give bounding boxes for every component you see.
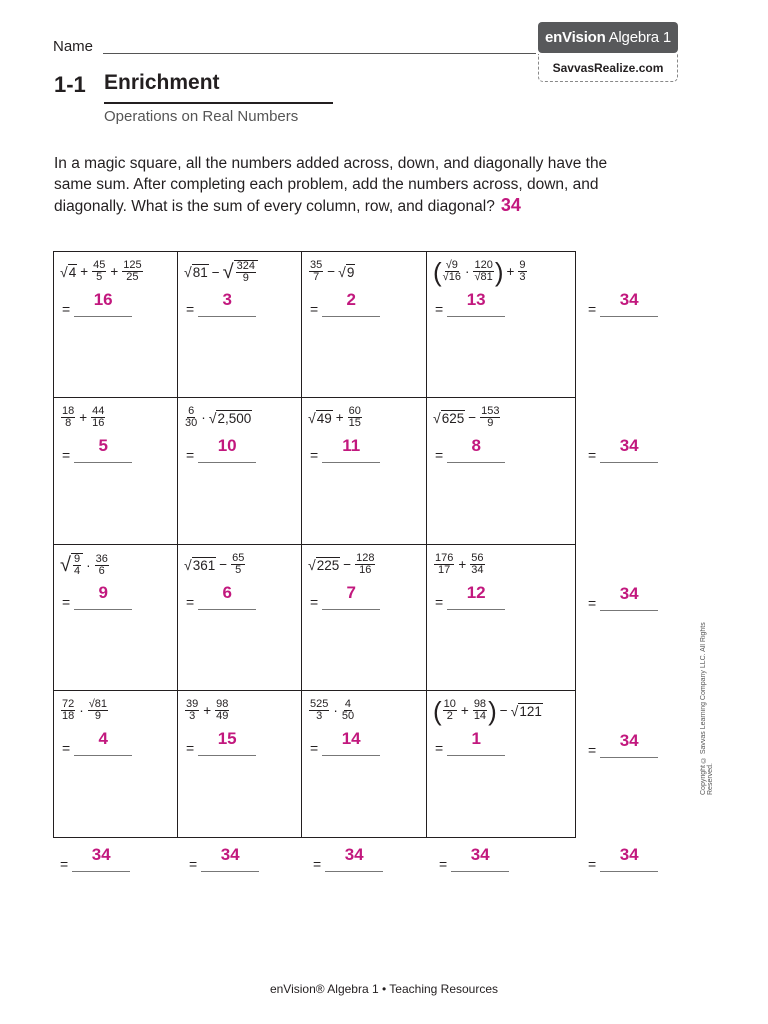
cell: ( $\frac{√9}{√16}$ · $\frac{120}{√81}$ ) + $\frac{9}{3}$ = 13 xyxy=(427,252,576,398)
cell: √ 4 + $\frac{45}{5}$ + $\frac{125}{25}$ = 16 xyxy=(54,252,178,398)
answer-blank[interactable] xyxy=(600,290,658,317)
instructions-text: In a magic square, all the numbers added across, down, and diagonally have the same sum. After completing each problem, add the numbers across, down, and diagonally. What is the sum of every column, row, and diagonal? xyxy=(54,155,608,215)
cell: √ 49 + $\frac{60}{15}$ = 11 xyxy=(302,398,427,545)
cell: ( $\frac{10}{2}$ + $\frac{98}{14}$ ) − √ 121 = 1 xyxy=(427,691,576,838)
cell: √ 361 − $\frac{65}{5}$ = 6 xyxy=(178,545,302,691)
column-sum: = 34 xyxy=(189,851,259,872)
magic-square xyxy=(53,251,576,838)
expression: $\frac{35}{7}$ − √ 9 xyxy=(310,259,355,283)
answer-blank[interactable] xyxy=(72,845,130,872)
answer: 7 xyxy=(346,583,356,602)
row-sum: = 34 xyxy=(588,737,658,758)
answer-blank[interactable] xyxy=(198,436,256,463)
expression: ( $\frac{√9}{√16}$ · $\frac{120}{√81}$ ) + $\frac{9}{3}$ xyxy=(433,256,526,287)
answer: 3 xyxy=(222,290,232,309)
answer-blank[interactable] xyxy=(322,729,380,756)
answer: 34 xyxy=(619,290,639,309)
cell: $\frac{18}{8}$ + $\frac{44}{16}$ = 5 xyxy=(54,398,178,545)
brand-badge xyxy=(538,22,678,53)
answer-blank[interactable] xyxy=(198,729,256,756)
title-divider xyxy=(104,102,333,104)
brand-suffix: Algebra 1 xyxy=(608,29,672,46)
cell: $\frac{35}{7}$ − √ 9 = 2 xyxy=(302,252,427,398)
row-sum: = 34 xyxy=(588,590,658,611)
answer: 6 xyxy=(222,583,232,602)
answer-blank[interactable] xyxy=(74,729,132,756)
expression: √ 361 − $\frac{65}{5}$ xyxy=(184,552,245,576)
answer-blank[interactable] xyxy=(600,845,658,872)
answer: 10 xyxy=(217,436,237,455)
answer-blank[interactable] xyxy=(447,583,505,610)
row-sum: = 34 xyxy=(588,296,658,317)
name-field[interactable] xyxy=(103,53,536,54)
answer: 34 xyxy=(619,845,639,864)
answer: 34 xyxy=(470,845,490,864)
answer-blank[interactable] xyxy=(322,436,380,463)
expression: $\frac{72}{18}$ · $\frac{√81}{9}$ xyxy=(62,698,108,722)
answer: 5 xyxy=(98,436,108,455)
row-sum: = 34 xyxy=(588,442,658,463)
answer: 34 xyxy=(619,436,639,455)
expression: √ 49 + $\frac{60}{15}$ xyxy=(308,405,361,429)
cell: √ 81 − √ $\frac{324}{9}$ = 3 xyxy=(178,252,302,398)
brand-name: enVision xyxy=(544,29,606,46)
answer: 4 xyxy=(98,729,108,748)
expression: $\frac{39}{3}$ + $\frac{98}{49}$ xyxy=(186,698,229,722)
expression: ( $\frac{10}{2}$ + $\frac{98}{14}$ ) − √ 121 xyxy=(433,695,542,726)
expression: $\frac{6}{30}$ · √ 2,500 xyxy=(185,405,252,429)
cell: √ 625 − $\frac{153}{9}$ = 8 xyxy=(427,398,576,545)
answer: 16 xyxy=(93,290,113,309)
answer-blank[interactable] xyxy=(74,583,132,610)
column-sum: = 34 xyxy=(313,851,383,872)
cell: $\frac{72}{18}$ · $\frac{√81}{9}$ = 4 xyxy=(54,691,178,838)
copyright-notice: Copyright © Savvas Learning Company LLC. All Rights Reserved. xyxy=(700,622,714,795)
expression: $\frac{18}{8}$ + $\frac{44}{16}$ xyxy=(62,405,105,429)
page-subtitle: Operations on Real Numbers xyxy=(104,108,299,125)
answer-blank[interactable] xyxy=(447,436,505,463)
cell: $\frac{176}{17}$ + $\frac{56}{34}$ = 12 xyxy=(427,545,576,691)
cell: $\frac{39}{3}$ + $\frac{98}{49}$ = 15 xyxy=(178,691,302,838)
answer: 1 xyxy=(471,729,481,748)
answer-blank[interactable] xyxy=(451,845,509,872)
expression: $\frac{525}{3}$ · $\frac{4}{50}$ xyxy=(310,698,355,722)
answer: 8 xyxy=(471,436,481,455)
column-sum: = 34 xyxy=(439,851,509,872)
answer-blank[interactable] xyxy=(322,290,380,317)
answer-blank[interactable] xyxy=(447,290,505,317)
diagonal-sum: = 34 xyxy=(588,851,658,872)
answer: 13 xyxy=(466,290,486,309)
page-title: Enrichment xyxy=(104,71,220,94)
instructions xyxy=(54,153,644,217)
site-link[interactable]: SavvasRealize.com xyxy=(538,54,678,82)
answer-blank[interactable] xyxy=(600,436,658,463)
answer: 34 xyxy=(344,845,364,864)
cell: √ 225 − $\frac{128}{16}$ = 7 xyxy=(302,545,427,691)
answer: 34 xyxy=(220,845,240,864)
page-footer: enVision® Algebra 1 • Teaching Resources xyxy=(269,982,499,996)
lesson-number: 1-1 xyxy=(54,72,86,97)
answer-blank[interactable] xyxy=(198,583,256,610)
answer: 34 xyxy=(619,584,639,603)
cell: √ $\frac{9}{4}$ · $\frac{36}{6}$ = 9 xyxy=(54,545,178,691)
answer-blank[interactable] xyxy=(600,584,658,611)
expression: √ 4 + $\frac{45}{5}$ + $\frac{125}{25}$ xyxy=(60,259,142,283)
answer: 12 xyxy=(466,583,486,602)
answer: 14 xyxy=(341,729,361,748)
answer-blank[interactable] xyxy=(74,436,132,463)
answer-blank[interactable] xyxy=(325,845,383,872)
column-sum: = 34 xyxy=(60,851,130,872)
answer: 34 xyxy=(619,731,639,750)
expression: $\frac{176}{17}$ + $\frac{56}{34}$ xyxy=(435,552,484,576)
answer-blank[interactable] xyxy=(447,729,505,756)
answer: 15 xyxy=(217,729,237,748)
answer: 9 xyxy=(98,583,108,602)
cell: $\frac{525}{3}$ · $\frac{4}{50}$ = 14 xyxy=(302,691,427,838)
answer: 34 xyxy=(91,845,111,864)
answer: 11 xyxy=(342,436,361,455)
expression: √ 81 − √ $\frac{324}{9}$ xyxy=(184,260,258,284)
answer-blank[interactable] xyxy=(74,290,132,317)
answer-blank[interactable] xyxy=(201,845,259,872)
expression: √ 225 − $\frac{128}{16}$ xyxy=(308,552,375,576)
answer: 2 xyxy=(346,290,356,309)
expression: √ $\frac{9}{4}$ · $\frac{36}{6}$ xyxy=(60,552,108,577)
cell: $\frac{6}{30}$ · √ 2,500 = 10 xyxy=(178,398,302,545)
name-label: Name xyxy=(53,38,94,55)
expression: √ 625 − $\frac{153}{9}$ xyxy=(433,405,500,429)
answer-blank[interactable] xyxy=(600,731,658,758)
answer-blank[interactable] xyxy=(198,290,256,317)
intro-answer: 34 xyxy=(500,195,521,215)
answer-blank[interactable] xyxy=(322,583,380,610)
